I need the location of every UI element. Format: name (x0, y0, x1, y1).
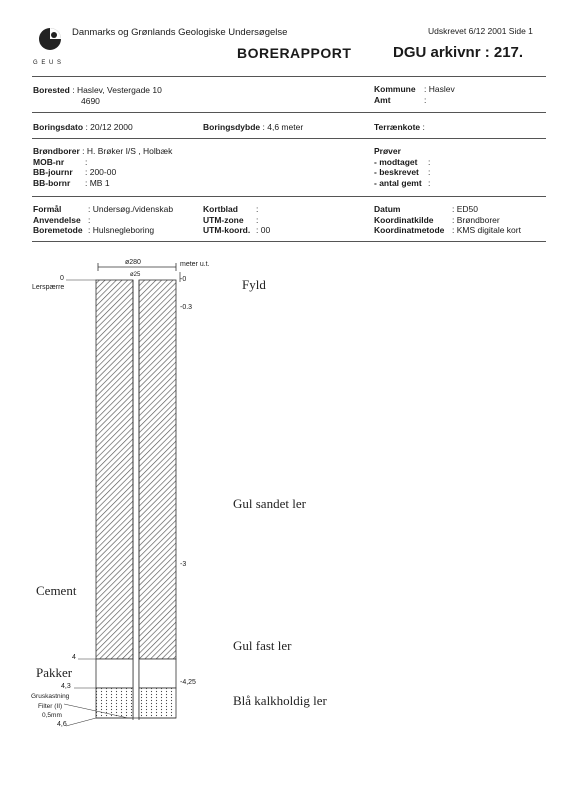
cement-column-left (96, 280, 133, 659)
beskrevet-label: - beskrevet (374, 167, 419, 177)
boringsdato-label: Boringsdato (33, 122, 84, 132)
printed-date: Udskrevet 6/12 2001 Side 1 (428, 26, 533, 36)
antal-label: - antal gemt (374, 177, 422, 188)
prover-label: Prøver (374, 146, 401, 156)
utmkoord-label: UTM-koord. (203, 225, 251, 235)
depth-left-4-3: 4,3 (61, 683, 71, 690)
gravel-pack-left (96, 688, 133, 718)
borested-label: Borested (33, 85, 70, 95)
formal-label: Formål (33, 204, 62, 214)
pakker-label: Pakker (36, 665, 73, 680)
koordinatkilde-value: : Brøndborer (452, 214, 500, 225)
depth-right-0-3: -0.3 (180, 304, 193, 311)
datum-value: : ED50 (452, 204, 478, 214)
borested-value: : Haslev, Vestergade 10 (72, 85, 162, 95)
diameter-outer: ø280 (125, 259, 141, 266)
layer-gul-fast-ler: Gul fast ler (233, 638, 292, 653)
gruskastning-label: Gruskastning (31, 693, 70, 700)
koordinatmetode-label: Koordinatmetode (374, 225, 445, 235)
depth-left-0: 0 (60, 275, 64, 282)
kommune-value: : Haslev (424, 84, 455, 94)
pakker-right (139, 659, 176, 688)
terraenkote-label: Terrænkote (374, 122, 421, 132)
brondborer-label: Brøndborer (33, 146, 80, 156)
filter-size-label: 0,5mm (42, 712, 62, 719)
mob-value: : (85, 156, 88, 167)
depth-left-4-6: 4,6 (57, 721, 67, 728)
koordinatkilde-label: Koordinatkilde (374, 214, 434, 225)
koordinatmetode-value: : KMS digitale kort (452, 225, 521, 235)
boremetode-label: Boremetode (33, 225, 83, 235)
amt-label: Amt (374, 94, 391, 105)
boringsdybde-label: Boringsdybde (203, 122, 261, 132)
kortblad-label: Kortblad (203, 204, 238, 214)
utmzone-label: UTM-zone (203, 214, 244, 225)
modtaget-value: : (428, 156, 431, 167)
organisation-name: Danmarks og Grønlands Geologiske Undersøgelse (72, 27, 288, 38)
anvendelse-value: : (88, 214, 91, 225)
brondborer-value: : H. Brøker I/S , Holbæk (82, 146, 173, 156)
lerspaerre-label: Lerspærre (32, 284, 65, 291)
depth-left-4: 4 (72, 654, 76, 661)
bornr-label: BB-bornr (33, 177, 71, 188)
boremetode-value: : Hulsnegleboring (88, 225, 155, 235)
diameter-inner: ø25 (130, 272, 141, 278)
kommune-label: Kommune (374, 84, 416, 94)
formal-value: : Undersøg./videnskab (88, 204, 174, 214)
anvendelse-label: Anvendelse (33, 214, 81, 225)
bornr-value: : MB 1 (85, 177, 110, 188)
layer-bla-kalkholdig-ler: Blå kalkholdig ler (233, 693, 327, 708)
amt-value: : (424, 94, 427, 105)
dgu-archive-number: DGU arkivnr : 217. (393, 44, 524, 61)
utmkoord-value: : 00 (256, 225, 271, 235)
cement-label: Cement (36, 583, 77, 598)
depth-right-3: -3 (180, 561, 187, 568)
layer-fyld: Fyld (242, 277, 266, 292)
depth-unit: meter u.t. (180, 261, 210, 268)
mob-label: MOB-nr (33, 156, 65, 167)
kortblad-value: : (256, 204, 259, 214)
beskrevet-value: : (428, 167, 431, 177)
postal-code: 4690 (81, 95, 100, 106)
modtaget-label: - modtaget (374, 156, 418, 167)
boringsdybde-value: : 4,6 meter (262, 122, 304, 132)
filter-label: Filter (II) (38, 703, 63, 710)
pakker-left (96, 659, 133, 688)
cement-column-right (139, 280, 176, 659)
antal-value: : (428, 177, 431, 188)
journr-label: BB-journr (33, 167, 73, 177)
boringsdato-value: : 20/12 2000 (85, 122, 133, 132)
gravel-pack-right (139, 688, 176, 718)
datum-label: Datum (374, 204, 401, 214)
terraenkote-value: : (422, 122, 425, 132)
journr-value: : 200-00 (85, 167, 117, 177)
depth-right-4-25: -4,25 (180, 679, 196, 686)
logo-text: G E U S (33, 60, 63, 66)
layer-gul-sandet-ler: Gul sandet ler (233, 496, 306, 511)
report-title: BORERAPPORT (237, 45, 352, 61)
utmzone-value: : (256, 214, 259, 225)
depth-right-0: -0 (180, 276, 187, 283)
